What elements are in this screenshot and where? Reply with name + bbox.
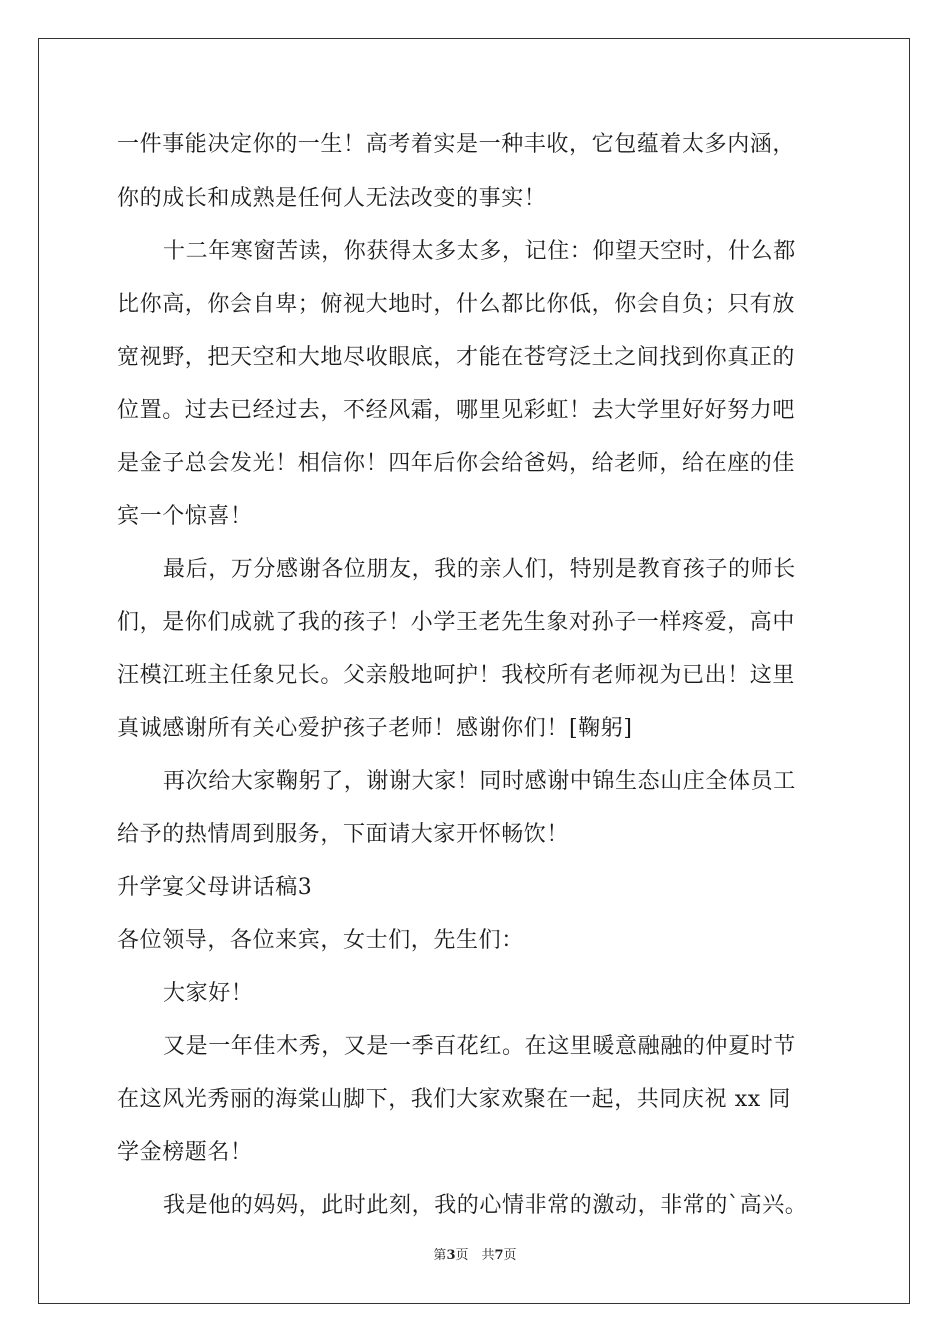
text-line: 真诚感谢所有关心爱护孩子老师！感谢你们！[鞠躬] [117, 716, 633, 741]
text-line: 给予的热情周到服务，下面请大家开怀畅饮！ [117, 822, 570, 847]
salutation-line: 各位领导，各位来宾，女士们，先生们： [117, 928, 524, 953]
text-line: 汪模江班主任象兄长。父亲般地呵护！我校所有老师视为已出！这里 [117, 663, 796, 688]
text-line: 宾一个惊喜！ [117, 504, 253, 529]
text-line: 们，是你们成就了我的孩子！小学王老先生象对孙子一样疼爱，高中 [117, 610, 796, 635]
text-line: 我是他的妈妈，此时此刻，我的心情非常的激动，非常的`高兴。 [163, 1193, 808, 1218]
footer-prefix: 第 [433, 1248, 447, 1263]
text-line: 宽视野，把天空和大地尽收眼底，才能在苍穹泛土之间找到你真正的 [117, 345, 796, 370]
greeting-line: 大家好！ [163, 981, 254, 1006]
text-line: 是金子总会发光！相信你！四年后你会给爸妈，给老师，给在座的佳 [117, 451, 796, 476]
footer-mid: 页 共 [455, 1248, 495, 1263]
text-line: 又是一年佳木秀，又是一季百花红。在这里暖意融融的仲夏时节 [163, 1034, 796, 1059]
section-heading: 升学宴父母讲话稿3 [117, 875, 313, 900]
text-line: 一件事能决定你的一生！高考着实是一种丰收，它包蕴着太多内涵， [117, 132, 796, 157]
text-line: 你的成长和成熟是任何人无法改变的事实！ [117, 186, 547, 211]
text-line: 再次给大家鞠躬了，谢谢大家！同时感谢中锦生态山庄全体员工 [163, 769, 796, 794]
text-line: 在这风光秀丽的海棠山脚下，我们大家欢聚在一起，共同庆祝 xx 同 [117, 1087, 792, 1112]
text-line: 十二年寒窗苦读，你获得太多太多，记住：仰望天空时，什么都 [163, 239, 796, 264]
text-line: 比你高，你会自卑；俯视大地时，什么都比你低，你会自负；只有放 [117, 292, 796, 317]
text-line: 位置。过去已经过去，不经风霜，哪里见彩虹！去大学里好好努力吧 [117, 398, 796, 423]
text-line: 最后，万分感谢各位朋友，我的亲人们，特别是教育孩子的师长 [163, 557, 796, 582]
footer-total-pages: 7 [494, 1248, 504, 1263]
footer-current-page: 3 [446, 1248, 456, 1263]
text-line: 学金榜题名！ [117, 1140, 253, 1165]
page-footer [0, 1247, 950, 1265]
footer-suffix: 页 [503, 1248, 517, 1263]
